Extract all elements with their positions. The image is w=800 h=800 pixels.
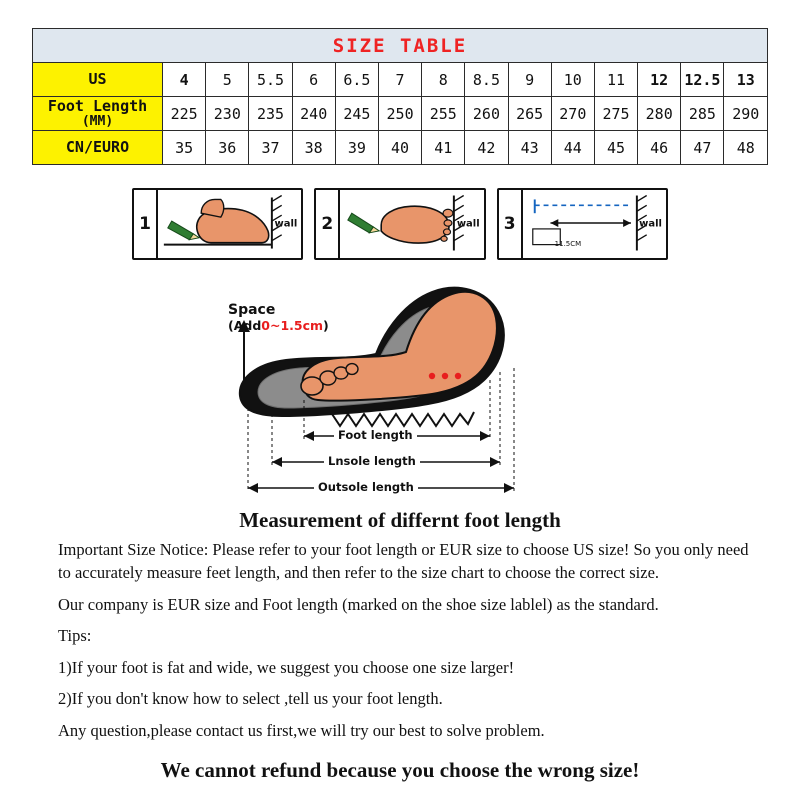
cell-euro-1: 36	[206, 131, 249, 165]
cell-euro-13: 48	[724, 131, 768, 165]
refund-warning: We cannot refund because you choose the wrong size!	[160, 758, 640, 782]
cell-foot-0: 225	[163, 97, 206, 131]
row-header-foot-length	[33, 97, 163, 131]
cell-foot-6: 255	[422, 97, 465, 131]
step-illustration-2	[338, 190, 483, 258]
row-header-us	[33, 63, 163, 97]
cell-us-5: 7	[378, 63, 421, 97]
wall-label-1: wall	[274, 218, 298, 230]
row-header-cn-euro	[33, 131, 163, 165]
cell-euro-9: 44	[551, 131, 594, 165]
cell-us-8: 9	[508, 63, 551, 97]
measure-label-foot-length: Foot length	[334, 428, 417, 442]
step-illustration-1	[156, 190, 301, 258]
cell-euro-0: 35	[163, 131, 206, 165]
cell-euro-5: 40	[378, 131, 421, 165]
cell-foot-4: 245	[335, 97, 378, 131]
step-number-2: 2	[316, 190, 340, 258]
measure-steps	[132, 188, 668, 260]
cm-label-3: 11.5CM	[554, 240, 582, 248]
cell-us-11: 12	[638, 63, 681, 97]
cell-us-6: 8	[422, 63, 465, 97]
cell-us-9: 10	[551, 63, 594, 97]
step-illustration-3	[521, 190, 666, 258]
size-table	[32, 28, 768, 165]
cell-euro-3: 38	[292, 131, 335, 165]
cell-foot-10: 275	[594, 97, 637, 131]
cell-euro-7: 42	[465, 131, 508, 165]
cell-euro-11: 46	[638, 131, 681, 165]
wall-label-3: wall	[639, 218, 662, 230]
cell-foot-7: 260	[465, 97, 508, 131]
cell-euro-6: 41	[422, 131, 465, 165]
notice-paragraph-tips: Tips:	[58, 626, 92, 646]
measure-label-outsole-length: Outsole length	[314, 480, 418, 494]
cell-us-3: 6	[292, 63, 335, 97]
notice-paragraph-2: Our company is EUR size and Foot length (marked on the shoe size lablel) as the standard.	[58, 594, 659, 614]
cell-us-10: 11	[594, 63, 637, 97]
size-table-container	[32, 28, 768, 165]
cell-us-0: 4	[163, 63, 206, 97]
notice-paragraph-tip-2: 2)If you don't know how to select ,tell us your foot length.	[58, 689, 443, 709]
cell-foot-2: 235	[249, 97, 292, 131]
step-panel-3	[497, 188, 668, 260]
size-notice-text	[58, 538, 758, 750]
notice-paragraph-1: Important Size Notice: Please refer to your foot length or EUR size to choose US size! So you only need to accurately measure feet length, and then refer to the size chart to choose the correct size.	[58, 540, 749, 583]
foot-measurement-diagram	[200, 268, 600, 508]
cell-foot-5: 250	[378, 97, 421, 131]
cell-euro-10: 45	[594, 131, 637, 165]
cell-us-4: 6.5	[335, 63, 378, 97]
cell-us-2: 5.5	[249, 63, 292, 97]
cell-euro-8: 43	[508, 131, 551, 165]
cell-euro-4: 39	[335, 131, 378, 165]
cell-foot-1: 230	[206, 97, 249, 131]
wall-label-2: wall	[456, 218, 480, 230]
space-label-value: 0~1.5cm	[261, 318, 324, 334]
row-header-foot-length-label: Foot Length	[47, 96, 148, 115]
cell-foot-8: 265	[508, 97, 551, 131]
cell-us-7: 8.5	[465, 63, 508, 97]
size-table-title-row	[33, 29, 768, 63]
cell-foot-3: 240	[292, 97, 335, 131]
table-row-foot-length	[33, 97, 768, 131]
row-header-cn-euro-label: CN/EURO	[65, 137, 130, 156]
measure-label-insole-length: Lnsole length	[324, 454, 420, 468]
cell-us-1: 5	[206, 63, 249, 97]
step-panel-1	[132, 188, 303, 260]
space-annotation	[228, 302, 329, 334]
table-row-cn-euro	[33, 131, 768, 165]
cell-foot-11: 280	[638, 97, 681, 131]
cell-foot-9: 270	[551, 97, 594, 131]
space-label-suffix: )	[323, 318, 329, 334]
space-label-text: Space	[228, 302, 276, 318]
space-label-prefix: (Add	[228, 318, 262, 334]
step-number-3: 3	[499, 190, 523, 258]
step-panel-2	[314, 188, 485, 260]
step-number-1: 1	[134, 190, 158, 258]
cell-euro-2: 37	[249, 131, 292, 165]
cell-euro-12: 47	[681, 131, 724, 165]
cell-us-13: 13	[724, 63, 768, 97]
row-header-foot-length-unit: (MM)	[81, 113, 114, 129]
size-table-title-cell	[33, 29, 768, 63]
notice-paragraph-tip-1: 1)If your foot is fat and wide, we suggest you choose one size larger!	[58, 657, 515, 677]
row-header-us-label: US	[88, 69, 107, 88]
notice-paragraph-contact: Any question,please contact us first,we will try our best to solve problem.	[58, 720, 545, 740]
table-row-us	[33, 63, 768, 97]
diagram-caption: Measurement of differnt foot length	[239, 508, 561, 532]
cell-foot-13: 290	[724, 97, 768, 131]
cell-us-12: 12.5	[681, 63, 724, 97]
size-table-title: SIZE TABLE	[332, 34, 468, 57]
cell-foot-12: 285	[681, 97, 724, 131]
